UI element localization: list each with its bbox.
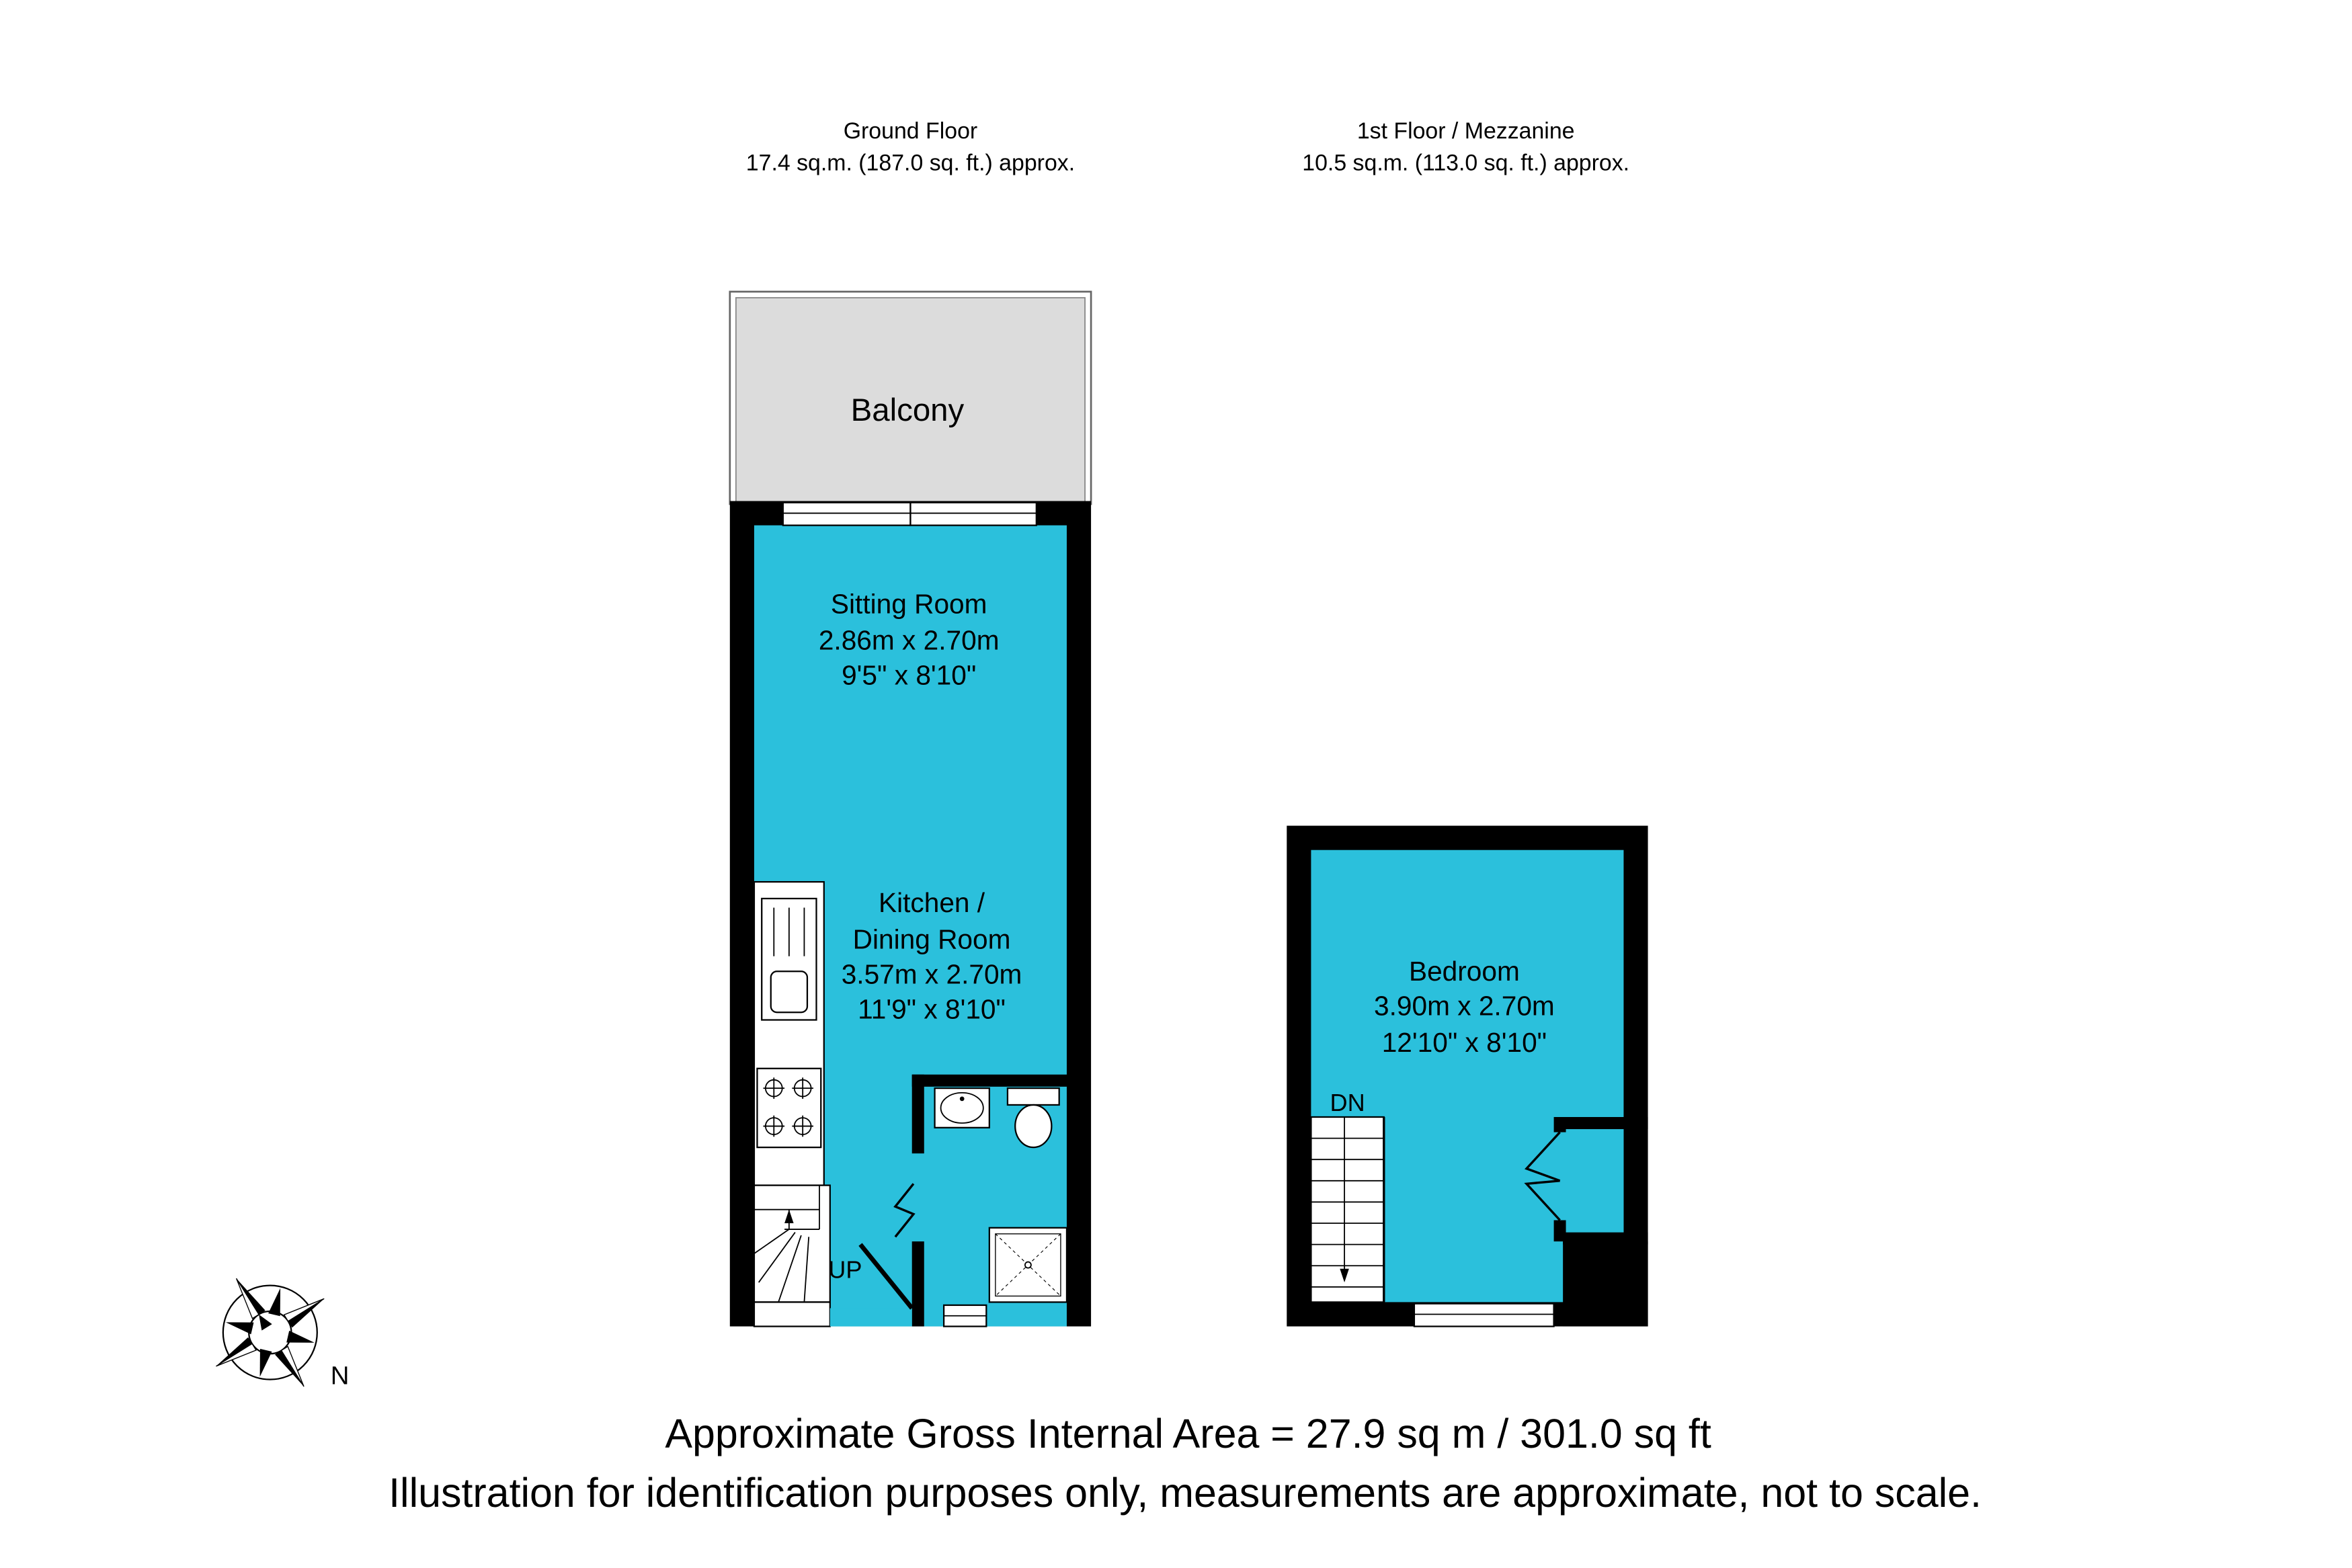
bathroom-wall-top <box>912 1075 1079 1087</box>
kitchen-name-line2: Dining Room <box>852 923 1011 955</box>
bedroom-name: Bedroom <box>1408 955 1520 987</box>
down-stairs-label: DN <box>1330 1088 1365 1116</box>
sitting-room-metric: 2.86m x 2.70m <box>818 624 1000 656</box>
first-floor-title: 1st Floor / Mezzanine <box>1356 118 1575 144</box>
bedroom-window <box>1414 1304 1554 1327</box>
first-floor-staircase <box>1311 1117 1383 1302</box>
first-floor-area: 10.5 sq.m. (113.0 sq. ft.) approx. <box>1302 150 1630 176</box>
chimney-block <box>1563 1241 1648 1326</box>
shower-tray-icon <box>989 1228 1067 1303</box>
bathroom-wall-left-lower <box>912 1241 924 1326</box>
compass-north-label: N <box>330 1361 350 1391</box>
ground-floor-title: Ground Floor <box>843 118 978 144</box>
sitting-room-name: Sitting Room <box>830 588 987 620</box>
bedroom-metric: 3.90m x 2.70m <box>1374 990 1555 1022</box>
kitchen-imperial: 11'9" x 8'10" <box>858 993 1006 1025</box>
entrance-opening <box>830 1308 912 1326</box>
disclaimer-text: Illustration for identification purposes only, measurements are approximate, not to scale. <box>389 1470 1982 1516</box>
ground-floor-plan <box>730 292 1091 1327</box>
kitchen-name-line1: Kitchen / <box>879 887 985 919</box>
bathroom-wall-left-upper <box>912 1075 924 1153</box>
ground-floor-area: 17.4 sq.m. (187.0 sq. ft.) approx. <box>745 150 1076 176</box>
sitting-room-label <box>819 589 1000 691</box>
cupboard <box>1566 1129 1624 1233</box>
gross-area-text: Approximate Gross Internal Area = 27.9 sq m / 301.0 sq ft <box>665 1411 1711 1457</box>
balcony-door-right <box>910 503 1036 526</box>
balcony-door-left <box>783 503 911 526</box>
sitting-room-imperial: 9'5" x 8'10" <box>842 659 977 691</box>
bedroom-imperial: 12'10" x 8'10" <box>1381 1026 1547 1058</box>
up-stairs-label: UP <box>828 1255 862 1284</box>
compass-rose-icon <box>181 1244 359 1421</box>
hob-icon <box>757 1069 821 1147</box>
balcony-label: Balcony <box>850 392 965 428</box>
ground-staircase <box>754 1186 830 1327</box>
kitchen-metric: 3.57m x 2.70m <box>841 958 1022 990</box>
cupboard-wall-top <box>1563 1117 1648 1129</box>
first-floor-plan <box>1287 826 1648 1327</box>
